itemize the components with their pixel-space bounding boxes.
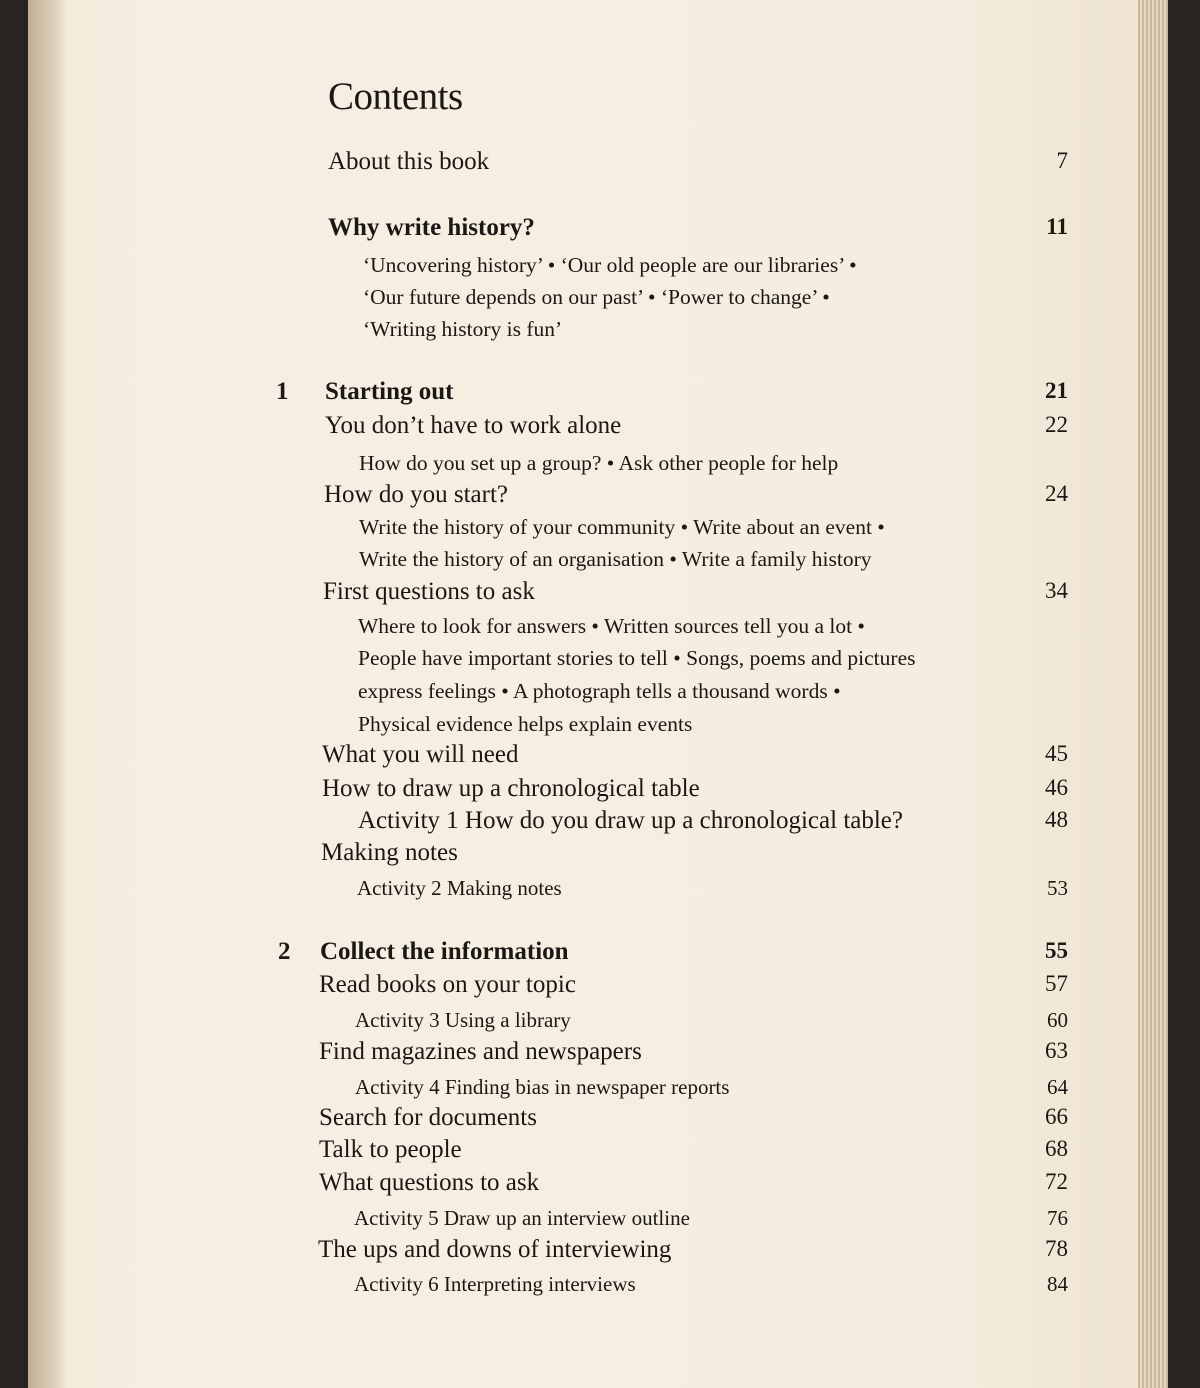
toc-entry <box>28 481 1068 513</box>
activity-entry <box>28 1206 1068 1238</box>
entry-subtopics: Where to look for answers • Written sources tell you a lot • <box>358 614 865 638</box>
toc-entry <box>28 1136 1068 1168</box>
toc-entry <box>28 741 1068 773</box>
entry-page-number: 55 <box>1045 938 1068 963</box>
entry-page-number: 46 <box>1045 775 1068 800</box>
entry-title: Activity 5 Draw up an interview outline <box>354 1206 690 1230</box>
chapter-entry <box>28 378 1068 410</box>
entry-page-number: 64 <box>1047 1075 1068 1099</box>
entry-subtopics: Physical evidence helps explain events <box>358 712 693 736</box>
activity-entry <box>28 807 1068 839</box>
entry-title: Search for documents <box>319 1104 537 1131</box>
entry-page-number: 63 <box>1045 1038 1068 1063</box>
book-page <box>28 0 1168 1388</box>
toc-entry <box>28 775 1068 807</box>
entry-subtopics: How do you set up a group? • Ask other people for help <box>359 451 839 475</box>
toc-entry <box>28 412 1068 444</box>
toc-entry <box>28 578 1068 610</box>
entry-page-number: 60 <box>1047 1008 1068 1032</box>
entry-subtopics: ‘Our future depends on our past’ • ‘Power to change’ • <box>363 285 830 309</box>
entry-page-number: 66 <box>1045 1104 1068 1129</box>
entry-subtopics: ‘Uncovering history’ • ‘Our old people are our libraries’ • <box>363 253 857 277</box>
entry-title: Activity 3 Using a library <box>355 1008 571 1032</box>
entry-page-number: 21 <box>1045 378 1068 403</box>
chapter-number: 2 <box>278 938 291 965</box>
toc-entry <box>28 839 1068 871</box>
entry-page-number: 34 <box>1045 578 1068 603</box>
entry-page-number: 57 <box>1045 971 1068 996</box>
entry-title: Why write history? <box>328 214 535 241</box>
entry-page-number: 48 <box>1045 807 1068 832</box>
entry-subtopics: Write the history of an organisation • Write a family history <box>359 547 872 571</box>
entry-page-number: 45 <box>1045 741 1068 766</box>
entry-title: What questions to ask <box>319 1169 540 1196</box>
entry-page-number: 76 <box>1047 1206 1068 1230</box>
entry-title: Making notes <box>321 839 458 866</box>
activity-entry <box>28 1008 1068 1040</box>
entry-title: The ups and downs of interviewing <box>318 1236 672 1263</box>
entry-subtopics: People have important stories to tell • Songs, poems and pictures <box>358 646 916 670</box>
entry-subtopics: ‘Writing history is fun’ <box>363 317 563 341</box>
toc-entry <box>28 1169 1068 1201</box>
entry-title: Activity 4 Finding bias in newspaper reports <box>355 1075 730 1099</box>
toc-entry <box>28 1236 1068 1268</box>
toc-entry <box>28 214 1068 246</box>
activity-entry <box>28 1075 1068 1107</box>
entry-page-number: 84 <box>1047 1272 1068 1296</box>
entry-subtopics: Write the history of your community • Write about an event • <box>359 515 885 539</box>
chapter-entry <box>28 938 1068 970</box>
entry-page-number: 11 <box>1046 214 1068 239</box>
entry-title: Activity 2 Making notes <box>357 876 562 900</box>
toc-entry <box>28 1038 1068 1070</box>
entry-page-number: 22 <box>1045 412 1068 437</box>
toc-entry <box>28 148 1068 180</box>
entry-title: You don’t have to work alone <box>325 412 622 439</box>
entry-title: Find magazines and newspapers <box>319 1038 642 1065</box>
entry-subtopics: express feelings • A photograph tells a thousand words • <box>358 679 841 703</box>
entry-page-number: 78 <box>1045 1236 1068 1261</box>
activity-entry <box>28 876 1068 908</box>
entry-title: Activity 6 Interpreting interviews <box>354 1272 636 1296</box>
entry-title: About this book <box>328 148 490 175</box>
table-of-contents <box>28 0 1168 1388</box>
entry-page-number: 68 <box>1045 1136 1068 1161</box>
entry-title: What you will need <box>322 741 519 768</box>
contents-heading: Contents <box>328 75 463 118</box>
entry-title: How to draw up a chronological table <box>322 775 700 802</box>
entry-title: First questions to ask <box>323 578 535 605</box>
toc-entry <box>28 1104 1068 1136</box>
entry-page-number: 72 <box>1045 1169 1068 1194</box>
entry-page-number: 53 <box>1047 876 1068 900</box>
entry-title: Read books on your topic <box>319 971 576 998</box>
entry-page-number: 24 <box>1045 481 1068 506</box>
activity-entry <box>28 1272 1068 1304</box>
chapter-number: 1 <box>276 378 289 405</box>
entry-page-number: 7 <box>1056 148 1068 173</box>
entry-title: Starting out <box>325 378 454 405</box>
entry-title: How do you start? <box>324 481 508 508</box>
entry-title: Activity 1 How do you draw up a chronological table? <box>358 807 903 834</box>
entry-title: Talk to people <box>319 1136 462 1163</box>
toc-entry <box>28 971 1068 1003</box>
entry-title: Collect the information <box>320 938 569 965</box>
